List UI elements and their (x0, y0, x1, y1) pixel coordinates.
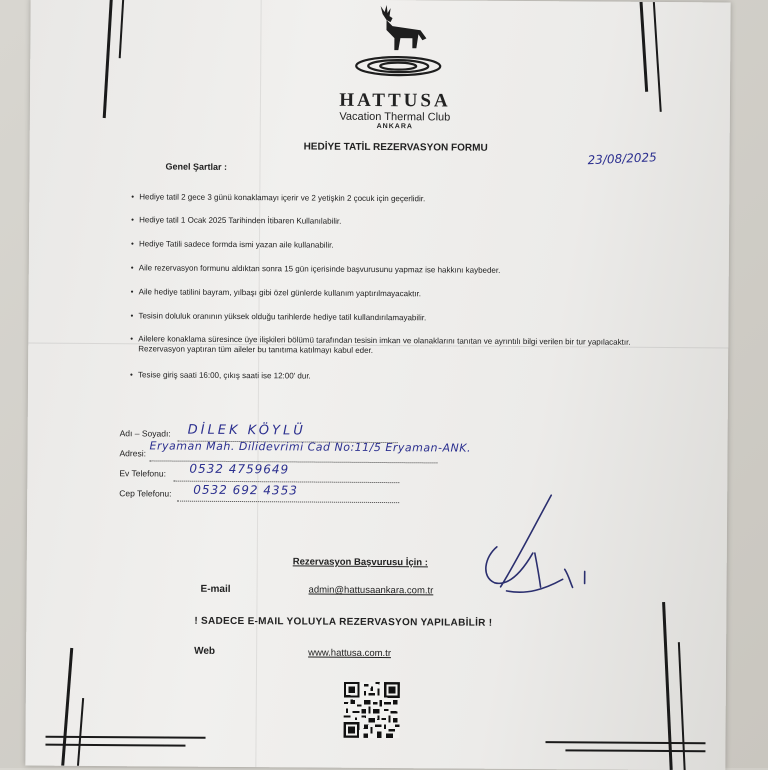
term-item: • Tesisin doluluk oranının yüksek olduğu tarihlerde hediye tatil kullandırılamayabilir. (138, 311, 648, 325)
mobile-label: Cep Telefonu: (119, 488, 172, 499)
border-line (653, 2, 662, 112)
border-line (640, 2, 649, 92)
border-line (662, 602, 673, 770)
home-phone-label: Ev Telefonu: (119, 468, 167, 479)
email-link[interactable]: admin@hattusaankara.com.tr (308, 584, 434, 597)
deer-logo-icon (330, 4, 461, 95)
term-item: • Tesise giriş saati 16:00, çıkış saati ise 12:00' dur. (138, 370, 648, 384)
form-paper (25, 0, 730, 770)
terms-list (138, 184, 659, 381)
address-label: Adresi: (119, 448, 147, 459)
form-date: 23/08/2025 (587, 150, 658, 168)
brand-name: HATTUSA (339, 89, 451, 112)
border-line (103, 0, 113, 118)
term-item: • Hediye Tatili sadece formda ismi yazan aile kullanabilir. (139, 239, 649, 253)
email-only-notice: ! SADECE E-MAIL YOLUYLA REZERVASYON YAPILABİLİR ! (194, 615, 493, 629)
border-line (565, 749, 705, 752)
home-phone-value: 0532 4759649 (189, 461, 290, 477)
qr-code-icon[interactable] (344, 682, 400, 738)
border-line (61, 648, 73, 766)
web-label: Web (194, 645, 216, 657)
term-item: • Hediye tatil 2 gece 3 günü konaklamayı içerir ve 2 yetişkin 2 çocuk için geçerlidir. (139, 192, 649, 206)
name-value: DİLEK KÖYLÜ (187, 422, 306, 439)
border-line (119, 0, 125, 58)
term-item: • Aile rezervasyon formunu aldıktan sonra 15 gün içerisinde başvurusunu yapmaz ise hakkını kaybeder. (139, 263, 649, 277)
term-item: • Hediye tatil 1 Ocak 2025 Tarihinden İtibaren Kullanılabilir. (139, 215, 649, 229)
address-value: Eryaman Mah. Dilidevrimi Cad No:11/5 Eryaman-ANK. (149, 439, 472, 455)
brand-city: ANKARA (376, 122, 413, 131)
form-title: HEDİYE TATİL REZERVASYON FORMU (303, 141, 488, 154)
brand-subtitle: Vacation Thermal Club (339, 110, 451, 124)
border-line (545, 741, 705, 744)
web-link[interactable]: www.hattusa.com.tr (308, 647, 392, 660)
email-label: E-mail (200, 583, 231, 595)
term-item: • Aile hediye tatilini bayram, yılbaşı gibi özel günlerde kullanım yaptırılmayacaktır. (139, 287, 649, 301)
paper-fold (255, 0, 261, 767)
border-line (45, 744, 185, 747)
term-item: • Ailelere konaklama süresince üye ilişkileri bölümü tarafından tesisin imkan ve olanaklarını tanıtan ve ayrıntılı bilgi verilen bir tur yapılacaktır. Rezervasyon yaptıran tüm aileler bu tanıtıma katılmayı kabul eder. (138, 334, 648, 358)
brand-block (300, 89, 490, 130)
mobile-line (177, 501, 399, 504)
border-line (77, 698, 84, 766)
name-label: Adı – Soyadı: (119, 428, 171, 439)
general-terms-heading: Genel Şartlar : (165, 161, 228, 172)
signature-icon (466, 491, 617, 602)
mobile-value: 0532 692 4353 (193, 482, 298, 498)
border-line (46, 736, 206, 739)
reservation-title: Rezervasyon Başvurusu İçin : (292, 556, 428, 569)
